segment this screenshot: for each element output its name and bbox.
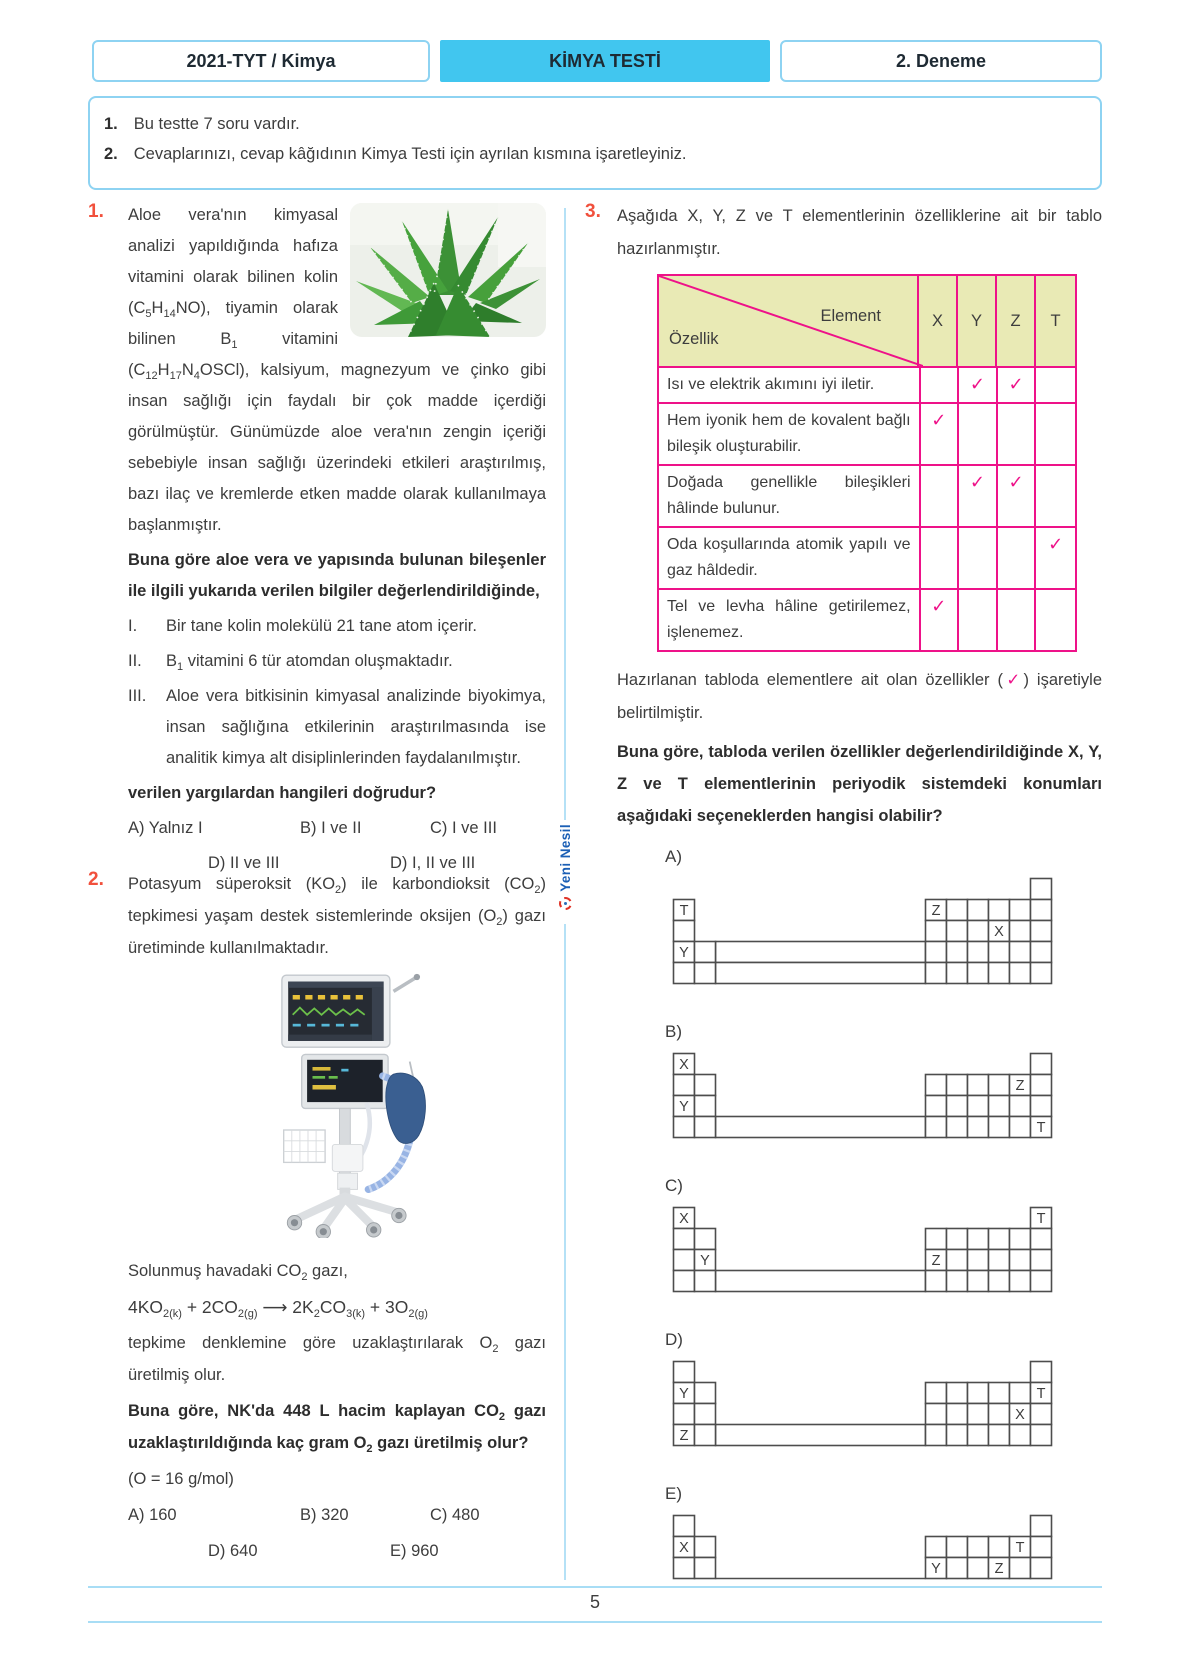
header-test-title-box bbox=[440, 40, 770, 82]
property-cell: Doğada genellikle bileşikleri hâlinde bulunur. bbox=[659, 466, 921, 526]
question-1-text: Aloe vera'nın kimyasal analizi yapıldığında hafıza vitamini olarak bilinen kolin $(C_5H_{14}NO)$, tiyamin olarak bilinen $B_1$ vitamini $(C_{12}H_{17}N_4OSCl)$, kalsiyum, magnezyum ve çinko gibi insan sağlığı için faydalı bir çok madde içerdiği görülmüştür. Günümüzde aloe vera'nın zengin içeriği sebebiyle insan sağlığı üzerindeki etkileri araştırılmış, bazı ilaç ve kremlerde etken madde olarak kullanılmaya başlanmıştır. bbox=[128, 206, 546, 534]
question-3-text: Aşağıda X, Y, Z ve T elementlerinin özelliklerine ait bir tablo hazırlanmıştır. bbox=[617, 207, 1102, 258]
svg-text:X: X bbox=[679, 1057, 689, 1073]
page-number: 5 bbox=[589, 1592, 600, 1612]
answer-option[interactable]: D) II ve III bbox=[208, 854, 280, 872]
check-cell bbox=[921, 404, 960, 464]
svg-text:Z: Z bbox=[994, 1561, 1004, 1577]
table-row bbox=[659, 366, 1075, 402]
table-corner-cell bbox=[659, 276, 919, 366]
check-cell bbox=[1036, 528, 1075, 588]
check-cell bbox=[998, 528, 1037, 588]
header-exam-box bbox=[780, 40, 1102, 82]
footer-rule-bottom bbox=[88, 1621, 1102, 1623]
property-cell: Tel ve levha hâline getirilemez, işlenemez. bbox=[659, 590, 921, 650]
q3-diagrams bbox=[617, 840, 1102, 1580]
option-label[interactable]: A) bbox=[665, 847, 682, 866]
question-1 bbox=[88, 200, 546, 879]
checkmark-icon: ✓ bbox=[931, 596, 947, 616]
svg-text:Y: Y bbox=[931, 1561, 941, 1577]
instruction-number: 2. bbox=[104, 145, 118, 163]
statement-number: II. bbox=[128, 652, 142, 670]
periodic-option bbox=[665, 1323, 1102, 1447]
check-cell bbox=[998, 590, 1037, 650]
brand-name: Yeni Nesil bbox=[557, 824, 573, 892]
option-label[interactable]: E) bbox=[665, 1484, 682, 1503]
checkmark-icon: ✓ bbox=[1008, 472, 1024, 492]
statement-item bbox=[128, 681, 546, 774]
statement-item bbox=[128, 611, 546, 642]
table-row bbox=[659, 402, 1075, 464]
svg-text:Z: Z bbox=[1015, 1078, 1025, 1094]
table-row bbox=[659, 588, 1075, 650]
question-1-stem: Buna göre aloe vera ve yapısında bulunan bileşenler ile ilgili yukarıda verilen bilgiler değerlendirildiğinde, bbox=[128, 551, 546, 600]
question-3-prompt: Buna göre, tabloda verilen özellikler değerlendirildiğinde X, Y, Z ve T elementlerinin periyodik sistemdeki konumları aşağıdaki seçeneklerden hangisi olabilir? bbox=[617, 743, 1102, 825]
check-cell bbox=[959, 528, 998, 588]
q3-properties-table bbox=[657, 274, 1077, 652]
question-2-text: Potasyum süperoksit $(KO_2)$ ile karbondioksit $(CO_2)$ tepkimesi yaşam destek sistemlerinde oksijen $(O_2)$ gazı üretiminde kullanılmaktadır. bbox=[128, 875, 546, 957]
question-2 bbox=[88, 868, 546, 1567]
q2-options-row2 bbox=[128, 1535, 546, 1567]
answer-option[interactable]: E) 960 bbox=[390, 1542, 439, 1560]
check-cell bbox=[959, 590, 998, 650]
table-row bbox=[659, 464, 1075, 526]
svg-text:Y: Y bbox=[679, 945, 689, 961]
question-3 bbox=[585, 200, 1102, 1580]
instruction-text: Cevaplarınızı, cevap kâğıdının Kimya Testi için ayrılan kısmına işaretleyiniz. bbox=[133, 145, 687, 163]
check-cell bbox=[1036, 404, 1075, 464]
question-2-number: 2. bbox=[88, 869, 104, 890]
check-cell bbox=[921, 590, 960, 650]
checkmark-icon: ✓ bbox=[1008, 374, 1024, 394]
check-cell bbox=[998, 466, 1037, 526]
table-column-header: T bbox=[1050, 311, 1061, 330]
table-row bbox=[659, 526, 1075, 588]
periodic-table-diagram bbox=[672, 1052, 1053, 1139]
question-2-note: (O = 16 g/mol) bbox=[128, 1470, 234, 1488]
property-cell: Hem iyonik hem de kovalent bağlı bileşik oluşturabilir. bbox=[659, 404, 921, 464]
statement-number: III. bbox=[128, 687, 147, 705]
svg-text:X: X bbox=[1015, 1407, 1025, 1423]
table-column-header: X bbox=[919, 276, 958, 366]
instruction-text: Bu testte 7 soru vardır. bbox=[133, 115, 300, 133]
periodic-table-diagram bbox=[672, 877, 1053, 985]
check-cell bbox=[921, 466, 960, 526]
property-cell: Oda koşullarında atomik yapılı ve gaz hâldedir. bbox=[659, 528, 921, 588]
instruction-item bbox=[104, 145, 1100, 164]
question-2-line1: Solunmuş havadaki $CO_2$ gazı, bbox=[128, 1262, 348, 1283]
corner-label-element: Element bbox=[820, 307, 881, 325]
brand-logo bbox=[550, 824, 580, 910]
checkmark-icon: ✓ bbox=[1048, 534, 1064, 554]
question-1-number: 1. bbox=[88, 201, 104, 222]
option-label[interactable]: D) bbox=[665, 1330, 683, 1349]
statement-item bbox=[128, 646, 546, 677]
svg-text:T: T bbox=[1036, 1386, 1046, 1402]
periodic-option bbox=[665, 1477, 1102, 1580]
aloe-vera-image bbox=[350, 203, 546, 337]
page-title: KİMYA TESTİ bbox=[549, 50, 661, 71]
header-course-label: 2021-TYT / Kimya bbox=[186, 50, 336, 71]
periodic-table-diagram bbox=[672, 1514, 1053, 1580]
option-label[interactable]: C) bbox=[665, 1176, 683, 1195]
answer-option[interactable]: D) I, II ve III bbox=[390, 854, 476, 872]
column-divider bbox=[564, 208, 566, 820]
answer-option[interactable]: A) Yalnız I bbox=[128, 819, 203, 837]
answer-option[interactable]: D) 640 bbox=[208, 1542, 258, 1560]
statement-text: Bir tane kolin molekülü 21 tane atom içerir. bbox=[166, 617, 477, 635]
svg-text:Y: Y bbox=[700, 1253, 710, 1269]
statement-text: $B_1$ vitamini 6 tür atomdan oluşmaktadır. bbox=[166, 652, 453, 673]
table-column-header: Z bbox=[997, 276, 1036, 366]
question-3-after-table: Hazırlanan tabloda elementlere ait olan özellikler (✓) işaretiyle belirtilmiştir. bbox=[617, 671, 1103, 722]
periodic-table-diagram bbox=[672, 1206, 1053, 1293]
question-2-prompt: Buna göre, NK'da 448 L hacim kaplayan $CO_2$ gazı uzaklaştırıldığında kaç gram $O_2$ gazı üretilmiş olur? bbox=[128, 1402, 546, 1455]
answer-option[interactable]: A) 160 bbox=[128, 1506, 177, 1524]
header-course-box bbox=[92, 40, 430, 82]
checkmark-icon: ✓ bbox=[931, 410, 947, 430]
instruction-item bbox=[104, 115, 1100, 134]
column-divider bbox=[564, 924, 566, 1580]
footer-rule-top bbox=[88, 1586, 1102, 1588]
question-3-number: 3. bbox=[585, 201, 601, 222]
check-cell bbox=[1036, 466, 1075, 526]
brand-icon bbox=[559, 897, 572, 910]
option-label[interactable]: B) bbox=[665, 1022, 682, 1041]
check-cell bbox=[1036, 590, 1075, 650]
q1-items bbox=[128, 611, 546, 774]
check-cell bbox=[998, 404, 1037, 464]
check-cell bbox=[921, 368, 960, 402]
statement-number: I. bbox=[128, 617, 138, 635]
answer-option[interactable]: C) 480 bbox=[430, 1506, 480, 1524]
svg-text:T: T bbox=[679, 903, 689, 919]
periodic-option bbox=[665, 1169, 1102, 1293]
check-cell bbox=[998, 368, 1037, 402]
svg-text:X: X bbox=[679, 1540, 689, 1556]
answer-option[interactable]: B) 320 bbox=[300, 1506, 349, 1524]
answer-option[interactable]: C) I ve III bbox=[430, 819, 497, 837]
check-cell bbox=[1036, 368, 1075, 402]
periodic-option bbox=[665, 840, 1102, 985]
svg-text:T: T bbox=[1036, 1211, 1046, 1227]
checkmark-icon: ✓ bbox=[969, 374, 985, 394]
q3-table-rows bbox=[659, 366, 1075, 650]
chemical-equation: $4KO_{2(k)} + 2CO_{2(g)}$ ⟶ $2K_2CO_{3(k)} + 3O_{2(g)}$ bbox=[128, 1297, 428, 1320]
corner-label-property: Özellik bbox=[669, 330, 719, 348]
q3-table-colheads bbox=[919, 276, 1075, 366]
instruction-number: 1. bbox=[104, 115, 118, 133]
q2-options-row1 bbox=[128, 1499, 546, 1531]
svg-text:X: X bbox=[994, 924, 1004, 940]
instructions-box bbox=[88, 96, 1102, 190]
periodic-option bbox=[665, 1015, 1102, 1139]
svg-text:T: T bbox=[1015, 1540, 1025, 1556]
svg-text:Y: Y bbox=[679, 1386, 689, 1402]
checkmark-icon: ✓ bbox=[969, 472, 985, 492]
check-cell bbox=[959, 368, 998, 402]
periodic-table-diagram bbox=[672, 1360, 1053, 1447]
property-cell: Isı ve elektrik akımını iyi iletir. bbox=[659, 368, 921, 402]
svg-text:Z: Z bbox=[931, 903, 941, 919]
header-exam-label: 2. Deneme bbox=[895, 50, 987, 71]
svg-text:Y: Y bbox=[679, 1099, 689, 1115]
table-header-row bbox=[659, 276, 1075, 366]
table-column-header: Y bbox=[958, 276, 997, 366]
instructions-list bbox=[104, 115, 1100, 164]
svg-text:Z: Z bbox=[679, 1428, 689, 1444]
svg-text:Z: Z bbox=[931, 1253, 941, 1269]
check-cell bbox=[959, 404, 998, 464]
ventilator-image bbox=[248, 968, 458, 1238]
question-2-line2: tepkime denklemine göre uzaklaştırılarak $O_2$ gazı üretilmiş olur. bbox=[128, 1334, 546, 1384]
svg-text:T: T bbox=[1036, 1120, 1046, 1136]
statement-text: Aloe vera bitkisinin kimyasal analizinde biyokimya, insan sağlığına etkilerinin araştırılmasında ise analitik kimya alt disiplinlerinden faydalanılmıştır. bbox=[166, 687, 546, 767]
answer-option[interactable]: B) I ve II bbox=[300, 819, 362, 837]
q1-options-row1 bbox=[128, 813, 546, 844]
check-cell bbox=[921, 528, 960, 588]
check-cell bbox=[959, 466, 998, 526]
svg-text:X: X bbox=[679, 1211, 689, 1227]
question-1-prompt: verilen yargılardan hangileri doğrudur? bbox=[128, 784, 437, 802]
